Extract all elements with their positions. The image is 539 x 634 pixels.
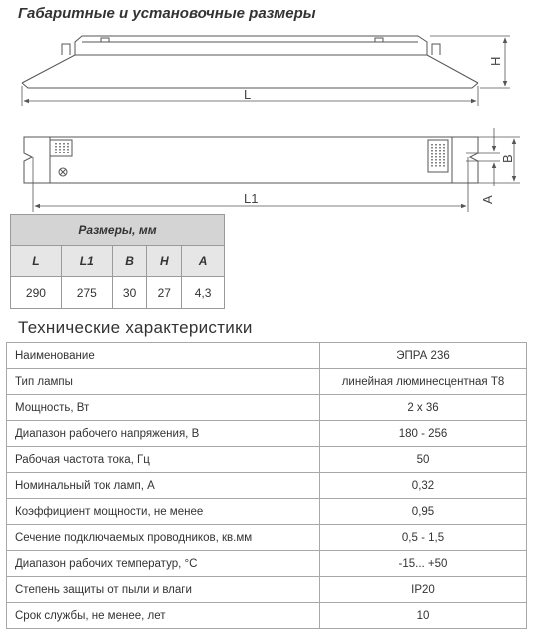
table-row <box>7 499 527 525</box>
spec-value: 0,5 - 1,5 <box>320 525 527 551</box>
table-row <box>7 421 527 447</box>
table-row <box>7 551 527 577</box>
table-row <box>7 369 527 395</box>
spec-name: Срок службы, не менее, лет <box>7 603 320 629</box>
spec-name: Сечение подключаемых проводников, кв.мм <box>7 525 320 551</box>
dim-value-l1: 275 <box>61 277 112 309</box>
specs-section-title: Технические характеристики <box>18 318 253 337</box>
dim-value-l: 290 <box>11 277 62 309</box>
terminal-block-right <box>432 144 444 168</box>
spec-name: Рабочая частота тока, Гц <box>7 447 320 473</box>
spec-name: Степень защиты от пыли и влаги <box>7 577 320 603</box>
spec-name: Номинальный ток ламп, А <box>7 473 320 499</box>
side-view <box>22 36 478 88</box>
dimensions-table <box>10 214 225 309</box>
dim-value-b: 30 <box>112 277 147 309</box>
terminal-block-left <box>56 143 68 153</box>
dim-value-a: 4,3 <box>182 277 225 309</box>
spec-name: Диапазон рабочего напряжения, В <box>7 421 320 447</box>
dimensions-section-title: Габаритные и установочные размеры <box>18 5 316 22</box>
spec-name: Коэффициент мощности, не менее <box>7 499 320 525</box>
dim-header-a: A <box>182 246 225 277</box>
dim-header-l1: L1 <box>61 246 112 277</box>
dim-header-h: H <box>147 246 182 277</box>
dimensions-table-caption: Размеры, мм <box>11 215 225 246</box>
dim-header-l: L <box>11 246 62 277</box>
spec-name: Наименование <box>7 343 320 369</box>
dim-value-h: 27 <box>147 277 182 309</box>
label-b: B <box>500 154 515 163</box>
table-row <box>7 577 527 603</box>
spec-value: линейная люминесцентная Т8 <box>320 369 527 395</box>
dim-header-b: B <box>112 246 147 277</box>
spec-name: Тип лампы <box>7 369 320 395</box>
spec-name: Мощность, Вт <box>7 395 320 421</box>
table-row <box>7 603 527 629</box>
spec-value: 180 - 256 <box>320 421 527 447</box>
label-l: L <box>244 87 252 102</box>
specs-table <box>6 342 527 629</box>
table-row <box>7 447 527 473</box>
spec-value: 0,95 <box>320 499 527 525</box>
label-a: A <box>480 195 495 204</box>
spec-name: Диапазон рабочих температур, °С <box>7 551 320 577</box>
spec-value: 2 х 36 <box>320 395 527 421</box>
label-l1: L1 <box>244 191 259 206</box>
spec-value: 10 <box>320 603 527 629</box>
table-row <box>7 473 527 499</box>
spec-value: -15... +50 <box>320 551 527 577</box>
table-row <box>7 343 527 369</box>
technical-drawing <box>0 0 539 214</box>
label-h: H <box>488 56 503 66</box>
spec-value: 0,32 <box>320 473 527 499</box>
table-row <box>7 395 527 421</box>
spec-value: IP20 <box>320 577 527 603</box>
spec-value: ЭПРА 236 <box>320 343 527 369</box>
top-view <box>24 137 478 183</box>
table-row <box>7 525 527 551</box>
spec-value: 50 <box>320 447 527 473</box>
